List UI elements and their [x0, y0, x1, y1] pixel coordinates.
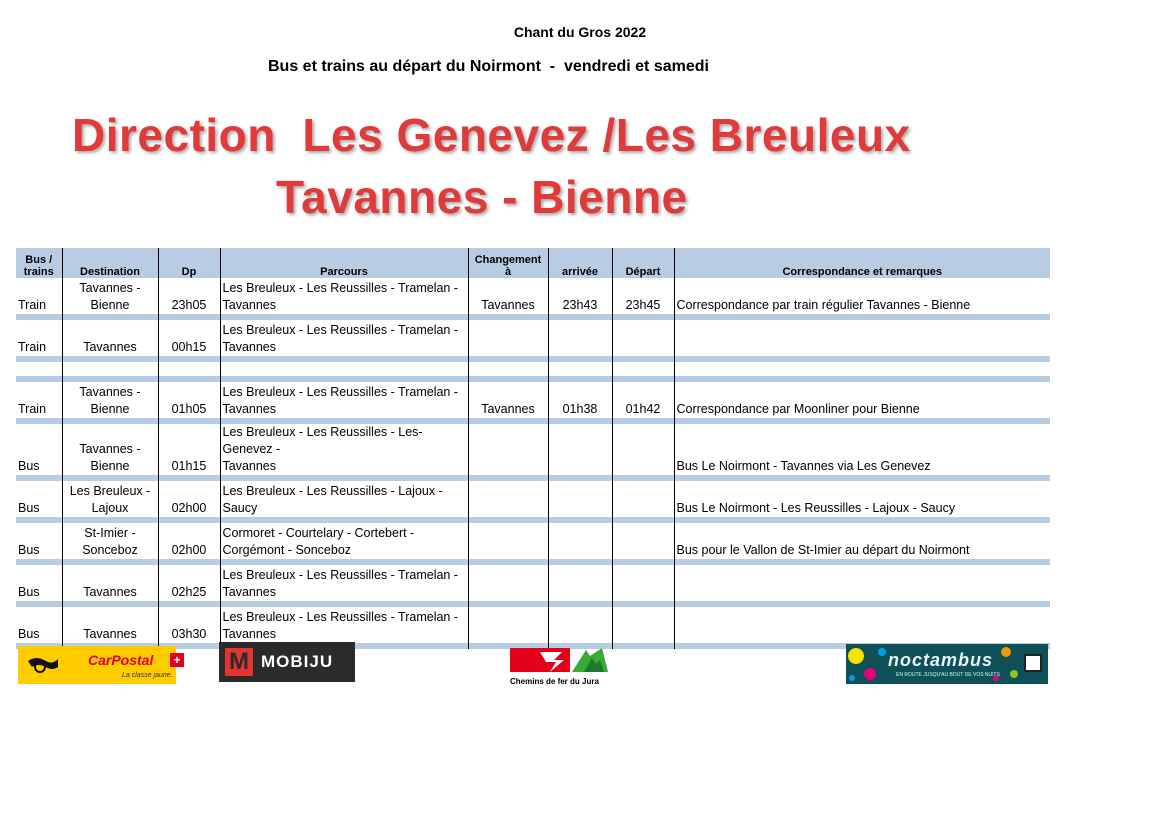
cell-change — [468, 607, 548, 643]
noctambus-logo — [846, 644, 1048, 684]
cell-dp-text: 01h05 — [171, 402, 207, 416]
cell-type-text: Train — [18, 402, 47, 416]
cell-destination — [62, 320, 158, 356]
carpostal-logo — [18, 646, 181, 684]
cell-remarks-text: Correspondance par Moonliner pour Bienne — [676, 402, 920, 416]
post-horn-icon — [26, 653, 60, 675]
cell-destination-text: Tavannes — [83, 585, 137, 599]
cell-parcours-text: Les Breuleux - Les Reussilles - Tramelan - — [222, 385, 459, 399]
carpostal-slogan: La classe jaune. — [122, 672, 173, 679]
cj-name: Chemins de fer du Jura — [510, 677, 599, 686]
table-row — [16, 481, 1050, 517]
cell-parcours-text: Tavannes — [222, 627, 277, 641]
cell-remarks — [674, 278, 1050, 314]
cell-departure-text: 01h42 — [625, 402, 661, 416]
cell-dp — [158, 607, 220, 643]
cell-arrival — [548, 481, 612, 517]
cell-departure — [612, 424, 674, 475]
direction-heading-line2: Tavannes - Bienne — [276, 171, 688, 223]
table-row — [16, 523, 1050, 559]
cell-destination — [62, 523, 158, 559]
cell-dp — [158, 424, 220, 475]
header-departure: Départ — [612, 248, 674, 278]
cell-parcours — [220, 565, 468, 601]
header-type-line2: trains — [23, 266, 54, 278]
header-type — [16, 248, 62, 278]
cell-dp — [158, 481, 220, 517]
cj-logo — [508, 646, 612, 688]
cell-arrival — [548, 523, 612, 559]
cell-dp-text: 03h30 — [171, 627, 207, 641]
cell-dp-text: 02h00 — [171, 501, 207, 515]
cell-dp-text: 02h00 — [171, 543, 207, 557]
cell-destination-text: Bienne — [90, 298, 130, 312]
cell-type — [16, 607, 62, 643]
cell-parcours-text: Tavannes — [222, 340, 277, 354]
cell-type-text: Bus — [18, 543, 40, 557]
cell-departure — [612, 320, 674, 356]
cell-dp-text: 01h15 — [171, 459, 207, 473]
cell-type-text: Train — [18, 340, 47, 354]
cell-destination-text: St-Imier - — [84, 526, 136, 540]
cj-logo-icon — [510, 646, 610, 674]
blank-cell — [548, 362, 612, 376]
blank-row — [16, 362, 1050, 376]
cell-type-text: Bus — [18, 627, 40, 641]
cell-remarks-text: Correspondance par train régulier Tavannes - Bienne — [676, 298, 971, 312]
cell-destination — [62, 382, 158, 418]
cell-change — [468, 523, 548, 559]
cell-type-text: Train — [18, 298, 47, 312]
blank-cell — [674, 362, 1050, 376]
cell-remarks — [674, 481, 1050, 517]
separator-cell — [612, 643, 674, 649]
cell-parcours — [220, 424, 468, 475]
cell-destination-text: Bienne — [90, 402, 130, 416]
cell-arrival-text: 23h43 — [562, 298, 598, 312]
cell-parcours-text: Tavannes — [222, 298, 277, 312]
cell-dp-text: 23h05 — [171, 298, 207, 312]
cell-departure — [612, 382, 674, 418]
cell-parcours-text: Cormoret - Courtelary - Cortebert - — [222, 526, 415, 540]
table-row — [16, 382, 1050, 418]
mobiju-logo — [219, 642, 355, 682]
cell-destination — [62, 424, 158, 475]
cell-dp — [158, 278, 220, 314]
cell-type-text: Bus — [18, 501, 40, 515]
cell-destination — [62, 278, 158, 314]
cell-type — [16, 278, 62, 314]
cell-destination-text: Sonceboz — [82, 543, 138, 557]
direction-heading-line1: Direction Les Genevez /Les Breuleux — [72, 109, 911, 161]
cell-parcours — [220, 481, 468, 517]
m-logo-icon: M — [225, 648, 253, 676]
cell-destination-text: Tavannes - — [79, 442, 141, 456]
cell-dp — [158, 565, 220, 601]
cell-parcours-text: Tavannes — [222, 459, 277, 473]
cell-parcours-text: Les Breuleux - Les Reussilles - Tramelan - — [222, 610, 459, 624]
cell-remarks — [674, 523, 1050, 559]
cell-remarks-text: Bus Le Noirmont - Tavannes via Les Genevez — [676, 459, 931, 473]
cell-dp — [158, 382, 220, 418]
cell-type — [16, 424, 62, 475]
blank-cell — [62, 362, 158, 376]
noctambus-tagline: EN ROUTE JUSQU'AU BOUT DE VOS NUITS — [896, 672, 1000, 678]
cell-parcours-text: Les Breuleux - Les Reussilles - Tramelan - — [222, 323, 459, 337]
cell-departure — [612, 481, 674, 517]
header-destination: Destination — [62, 248, 158, 278]
blank-cell — [612, 362, 674, 376]
cell-destination-text: Les Breuleux - — [69, 484, 151, 498]
cell-arrival — [548, 565, 612, 601]
cell-arrival-text: 01h38 — [562, 402, 598, 416]
blank-cell — [158, 362, 220, 376]
cell-arrival — [548, 382, 612, 418]
cell-remarks — [674, 424, 1050, 475]
blank-cell — [220, 362, 468, 376]
header-dp: Dp — [158, 248, 220, 278]
noctambus-name: noctambus — [888, 650, 994, 670]
cell-arrival — [548, 607, 612, 643]
swiss-cross-icon: + — [170, 653, 184, 667]
cell-departure — [612, 607, 674, 643]
cell-remarks — [674, 382, 1050, 418]
cell-change — [468, 320, 548, 356]
cell-departure — [612, 523, 674, 559]
table-row — [16, 278, 1050, 314]
cell-destination-text: Bienne — [90, 459, 130, 473]
cell-parcours-text: Saucy — [222, 501, 258, 515]
cell-change-text: Tavannes — [481, 402, 535, 416]
schedule-table — [16, 248, 1050, 649]
cell-change — [468, 565, 548, 601]
cell-change — [468, 424, 548, 475]
cell-arrival — [548, 278, 612, 314]
header-parcours: Parcours — [220, 248, 468, 278]
mobiju-name: MOBIJU — [261, 652, 334, 671]
cell-destination — [62, 607, 158, 643]
cell-parcours-text: Les Breuleux - Les Reussilles - Les-Genevez - — [222, 425, 423, 456]
cell-type-text: Bus — [18, 585, 40, 599]
cell-change — [468, 382, 548, 418]
cell-type — [16, 481, 62, 517]
header-arrival: arrivée — [548, 248, 612, 278]
blank-cell — [16, 362, 62, 376]
cell-type — [16, 565, 62, 601]
cell-dp — [158, 523, 220, 559]
header-type-line1: Bus / — [25, 254, 53, 266]
table-header-row — [16, 248, 1050, 278]
cell-destination — [62, 565, 158, 601]
page-subtitle: Bus et trains au départ du Noirmont - vendredi et samedi — [268, 58, 709, 75]
cell-destination-text: Lajoux — [91, 501, 129, 515]
cell-dp-text: 02h25 — [171, 585, 207, 599]
table-row — [16, 424, 1050, 475]
cell-parcours — [220, 382, 468, 418]
cell-arrival — [548, 424, 612, 475]
cell-parcours-text: Les Breuleux - Les Reussilles - Lajoux - — [222, 484, 443, 498]
cell-destination — [62, 481, 158, 517]
cell-departure — [612, 278, 674, 314]
cell-destination-text: Tavannes - — [79, 281, 141, 295]
cell-parcours — [220, 607, 468, 643]
header-change: Changement à — [468, 248, 548, 278]
table-row — [16, 565, 1050, 601]
cell-parcours-text: Les Breuleux - Les Reussilles - Tramelan - — [222, 568, 459, 582]
cell-destination-text: Tavannes — [83, 627, 137, 641]
cell-change — [468, 278, 548, 314]
carpostal-name: CarPostal — [88, 652, 154, 668]
header-remarks: Correspondance et remarques — [674, 248, 1050, 278]
cell-type — [16, 320, 62, 356]
cell-parcours — [220, 523, 468, 559]
cell-parcours-text: Les Breuleux - Les Reussilles - Tramelan - — [222, 281, 459, 295]
cell-dp — [158, 320, 220, 356]
cell-arrival — [548, 320, 612, 356]
cell-parcours — [220, 320, 468, 356]
cell-remarks — [674, 320, 1050, 356]
cell-dp-text: 00h15 — [171, 340, 207, 354]
cell-remarks — [674, 607, 1050, 643]
blank-cell — [468, 362, 548, 376]
table-row — [16, 607, 1050, 643]
qr-code-icon — [1024, 654, 1042, 672]
cell-remarks — [674, 565, 1050, 601]
cell-remarks-text: Bus pour le Vallon de St-Imier au départ du Noirmont — [676, 543, 970, 557]
cell-departure — [612, 565, 674, 601]
cell-type — [16, 523, 62, 559]
cell-departure-text: 23h45 — [625, 298, 661, 312]
cell-parcours-text: Corgémont - Sonceboz — [222, 543, 352, 557]
cell-destination-text: Tavannes — [83, 340, 137, 354]
cell-parcours — [220, 278, 468, 314]
cell-type — [16, 382, 62, 418]
cell-type-text: Bus — [18, 459, 40, 473]
table-row — [16, 320, 1050, 356]
cell-destination-text: Tavannes - — [79, 385, 141, 399]
cell-change — [468, 481, 548, 517]
event-title: Chant du Gros 2022 — [513, 24, 647, 40]
cell-change-text: Tavannes — [481, 298, 535, 312]
cell-parcours-text: Tavannes — [222, 402, 277, 416]
cell-parcours-text: Tavannes — [222, 585, 277, 599]
cell-remarks-text: Bus Le Noirmont - Les Reussilles - Lajoux - Saucy — [676, 501, 956, 515]
